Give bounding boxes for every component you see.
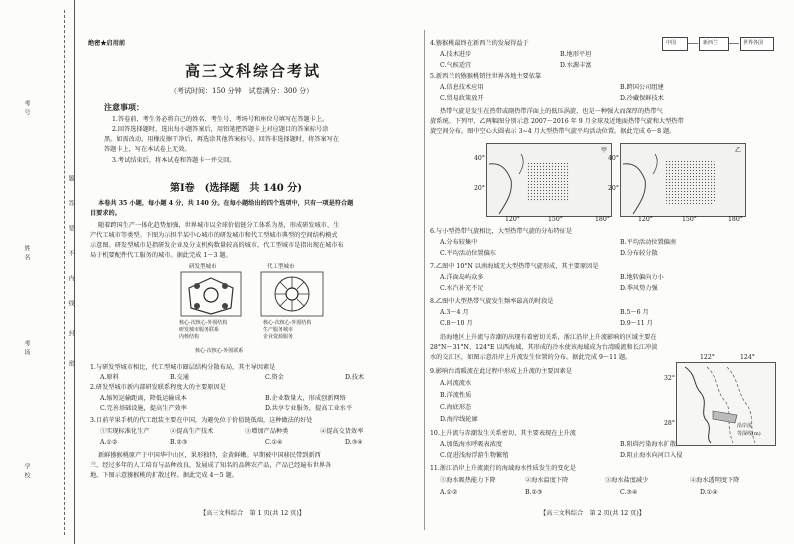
lon-label: 150° (548, 216, 563, 223)
lon-label: 122° (700, 354, 715, 361)
q2-option: A.缩短运输距离，降低运输成本 (100, 395, 187, 402)
passage-line: 兰，经过多年的人工培育与品种改良，发展成了知名的品牌农产品，产品已经遍布世界各 (90, 462, 332, 469)
section-intro: 目要求的。 (90, 210, 121, 217)
q4-option: A.技术进步 (440, 51, 472, 58)
fig-left-label: 研发型城市 (189, 264, 217, 270)
passage-line: 新鲜猕猴桃原产于中国华中山区，果形独特，金黄鲜嫩。早期被中国移民带到新西 (98, 452, 321, 459)
lon-label: 180° (595, 216, 610, 223)
seal-char: 答 (67, 200, 74, 209)
q2-option: B.企业数量大，形成创新网络 (265, 395, 346, 402)
q8-option: D.9～11 月 (620, 320, 653, 327)
xuexiao-label: 学校 (23, 463, 30, 481)
q11-option: C.③④ (620, 489, 638, 496)
city-structure-svg (175, 262, 345, 360)
flow-arrow (729, 43, 739, 44)
q3-sub: ②提高生产技术 (170, 428, 214, 435)
section-intro: 本卷共 35 小题，每小题 4 分，共 140 分。在每小题给出的四个选项中，只有一项是符合题 (98, 200, 354, 207)
q6-option: B.平均活动位置偏南 (620, 239, 677, 246)
question-10: 10.上升流与赤潮发生关系密切，其主要表现在上升流 (430, 430, 576, 437)
q4-option: B.地形平坦 (560, 51, 592, 58)
question-8: 8.乙图中大型热带气旋发生频率最高的时段是 (430, 298, 554, 305)
q5-option: C.贸易政策放开 (440, 95, 484, 102)
q3-option: C.①④ (265, 439, 283, 446)
notice-line: 答题卡上，写在本试卷上无效。 (104, 146, 191, 153)
q8-option: C.8～10 月 (440, 320, 473, 327)
seal-char: 要 (67, 225, 74, 234)
q1-option: B.交通 (170, 374, 189, 381)
lat-label: 20° (608, 185, 619, 192)
q9-option: A.河流流水 (440, 380, 472, 387)
lon-label: 120° (505, 216, 520, 223)
map-jia (486, 143, 612, 217)
q7-option: D.季风势力强 (620, 285, 658, 292)
seal-char: 封 (67, 330, 74, 339)
xingming-label: 姓名 (23, 245, 30, 263)
lat-label: 40° (474, 155, 485, 162)
question-1: 1.与研发型城市相比，代工型城市圈层结构分散布局，其主导因素是 (90, 364, 276, 371)
flow-box-world: 世界各国 (740, 37, 774, 51)
q1-option: A.原料 (100, 374, 119, 381)
fig-left-caption: 研发城市服务联系 (179, 327, 220, 333)
passage-line: 地。下图示意猕猴桃的扩散过程。据此完成 4～5 题。 (90, 472, 238, 479)
fig-right-caption: 生产服务城市 (263, 327, 294, 333)
q3-sub: ①实现标准化生产 (100, 428, 150, 435)
q5-option: B.跨国公司组建 (620, 84, 664, 91)
q11-sub: ②海水温度下降 (525, 477, 569, 484)
notice-line: 黑。如需改动，用橡皮擦干净后，再选涂其他答案标号。回答非选择题时，将答案写在 (104, 136, 340, 143)
notice-line: 1.答卷前，考生务必将自己的姓名、考生号、考场号和座位号填写在答题卡上。 (112, 116, 329, 123)
map-legend: 沿岸流 (737, 423, 753, 429)
map-jia-label: 甲 (600, 147, 607, 154)
passage-line: 旋空间分布。图中空心大圆表示 3~4 月大型热带气旋平均活动位置。据此完成 6～8 题。 (430, 128, 676, 135)
q6-option: D.分布较分散 (620, 250, 658, 257)
passage-line: 随着跨国生产一体化趋势加强，世界城市以全球价值链分工体系为基，形成研发城市、生 (98, 222, 340, 229)
page-footer: 【高三文科综合 第 2 页(共 12 页)】 (540, 510, 645, 517)
q8-option: A.3～4 月 (440, 309, 469, 316)
question-3: 3.目前苹果手机的代工组装主要在中国，为避免位于价值链低端，这种做法的好处 (90, 417, 313, 424)
passage-line: 28°N～31°N、124°E 以西海域，其形成的冷水使该海域成为台湾暖流和长江冲淡 (430, 344, 658, 351)
page-title: 高三文科综合考试 (185, 62, 322, 80)
kaochang-label: 考场 (23, 340, 30, 358)
flow-box-nz: 新西兰 (699, 37, 729, 51)
section-heading: 第Ⅰ卷 (选择题 共 140 分) (170, 183, 302, 194)
lon-label: 150° (682, 216, 697, 223)
q3-option: A.①② (100, 439, 118, 446)
fig-left-caption: 核心-次核心-外围结构 (179, 320, 228, 326)
map-yi-label: 乙 (734, 147, 741, 154)
coastline (487, 144, 611, 216)
map-yi (620, 143, 746, 217)
q10-option: D.阻止海水向河口入侵 (620, 452, 683, 459)
lon-label: 180° (728, 216, 743, 223)
flow-arrow (688, 43, 698, 44)
q11-option: D.①④ (700, 489, 718, 496)
q9-option: B.洋流性质 (440, 392, 472, 399)
map-legend: 等深线(m) (737, 431, 761, 437)
q5-option: A.信息技术应用 (440, 84, 484, 91)
secret-label: 绝密★启用前 (88, 40, 126, 47)
question-4: 4.猕猴桃最终在新西兰的发展得益于 (430, 40, 529, 47)
passage-line: 沿海地区上升流与赤潮的出现有着密切关系，浙江沿岸上升流影响的区域主要在 (440, 334, 657, 341)
q11-sub: ③海水盐度减少 (605, 477, 649, 484)
zhejiang-coast-map (676, 362, 776, 446)
seal-char: 内 (67, 275, 74, 284)
fig-right-caption: 核心-次核心-外围结构 (263, 320, 312, 326)
passage-line: 热带气旋是发生在热带或副热带洋面上的低压涡旋，也是一种强大而深厚的热带气 (440, 108, 663, 115)
binding-line-outer (74, 0, 75, 544)
flow-box-china: 中国 (662, 37, 688, 51)
q2-option: C.完善基础设施，提高生产效率 (100, 405, 187, 412)
fig-left-caption: 内核结构 (179, 334, 200, 340)
q10-option: C.促进浅海浮游生物繁殖 (440, 452, 509, 459)
q9-option: D.海岸线轮廓 (440, 416, 478, 423)
q10-option: B.阻碍污染海水扩散 (620, 441, 677, 448)
lat-label: 20° (474, 185, 485, 192)
q3-option: B.②③ (170, 439, 188, 446)
question-6: 6.与小型热带气旋相比，大型热带气旋的分布特征是 (430, 228, 573, 235)
notice-line: 2.回答选择题时，选出每小题答案后，用铅笔把答题卡上对应题目的答案标号涂 (112, 126, 329, 133)
question-9: 9.影响台湾暖流在此过程中形成上升流的主要因素是 (430, 368, 573, 375)
passage-line: 产代工城市等类型。下图为示担半某中心城市的研发城市和代工型城市典型的空间结构模式 (90, 232, 338, 239)
q3-option: D.③④ (345, 439, 363, 446)
q2-option: D.共享专业服务，提高工业水平 (265, 405, 353, 412)
q4-option: C.气候适宜 (440, 62, 472, 69)
page-divider (424, 30, 425, 530)
fig-right-caption: 企业资源服务 (263, 334, 294, 340)
q3-sub: ③增加产品种类 (245, 428, 289, 435)
coastline (621, 144, 745, 216)
q7-option: B.地转偏向力小 (620, 274, 664, 281)
page-footer: 【高三文科综合 第 1 页(共 12 页)】 (200, 510, 305, 517)
q10-option: A.加低海水呼吸表浓度 (440, 441, 503, 448)
passage-line: 旋系统。下列甲、乙两幅图分别示意 2007～2016 年 9 月全球及近地面热带气旋和大型热带 (430, 118, 684, 125)
q9-option: C.海底形态 (440, 404, 472, 411)
q4-option: D.水源丰富 (560, 62, 592, 69)
passage-line: 示意图。研发型城市是指研发企业及分支机构数量较高的城市，代工型城市是指出现在城市布 (90, 242, 344, 249)
q11-option: B.②③ (525, 489, 543, 496)
lat-label: 40° (608, 155, 619, 162)
city-structure-figure (175, 262, 345, 360)
question-7: 7.乙图中 10°N 以南海域无大型热带气旋形成，其主要原因是 (430, 263, 599, 270)
question-5: 5.新西兰的猕猴桃销往世界各地主要依靠 (430, 73, 542, 80)
q7-option: C.水汽补充不足 (440, 285, 484, 292)
question-11: 11.浙江沿岸上升流流行的海域海水性质发生的变化是 (430, 465, 576, 472)
q6-option: A.分布较集中 (440, 239, 478, 246)
q5-option: D.冷藏保鲜技术 (620, 95, 664, 102)
fig-right-label: 代工型城市 (267, 264, 295, 270)
q8-option: B.5～6 月 (620, 309, 649, 316)
passage-line: 水的交汇区，如图示意沿岸上升流发生位置的分布。据此完成 9～11 题。 (430, 354, 632, 361)
fig-legend: 核心-次核心-外围联系 (195, 348, 244, 354)
seal-char: 不 (67, 250, 74, 259)
lon-label: 120° (638, 216, 653, 223)
seal-char: 题 (67, 175, 74, 184)
passage-line: 局于机要配件代工服务的城市。据此完成 1～3 题。 (90, 252, 232, 259)
lon-label: 124° (740, 354, 755, 361)
exam-meta: （考试时间：150 分钟 试卷满分：300 分） (170, 87, 314, 95)
seal-char: 密 (67, 360, 74, 369)
seal-char: 线 (67, 300, 74, 309)
notice-line: 3.考试结束后，将本试卷和答题卡一并交回。 (112, 157, 236, 164)
q3-sub: ④提高交货效率 (320, 428, 364, 435)
lat-label: 28° (664, 420, 675, 427)
kaohao-label: 考号 (23, 100, 30, 118)
q11-sub: ④海水透明度下降 (690, 477, 740, 484)
q1-option: D.技术 (345, 374, 365, 381)
q1-option: C.资金 (265, 374, 284, 381)
q6-option: C.平均活动位置偏东 (440, 250, 496, 257)
binding-line-dashed (64, 10, 65, 535)
q11-option: A.①② (440, 489, 458, 496)
q7-option: A.洋面岛屿众多 (440, 274, 484, 281)
lat-label: 32° (664, 375, 675, 382)
notice-title: 注意事项： (104, 102, 144, 112)
q11-sub: ①海水吸热能力下降 (440, 477, 496, 484)
question-2: 2.研发型城市新内部研发联系程度大的主要原因是 (90, 384, 226, 391)
